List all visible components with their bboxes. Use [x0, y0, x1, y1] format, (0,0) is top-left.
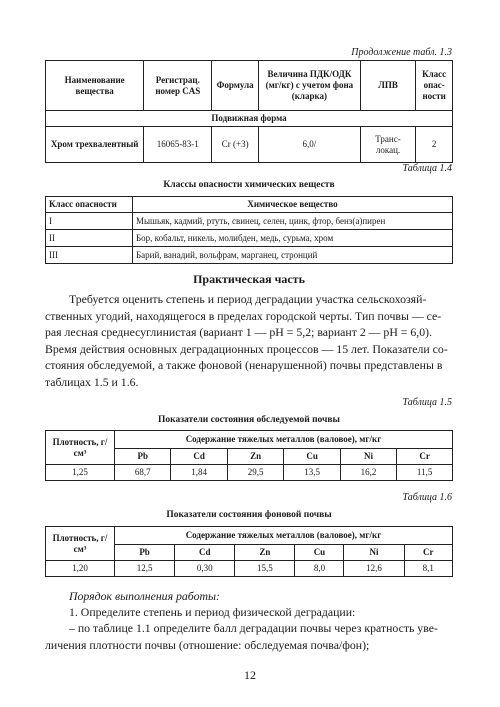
t13-head-name: Наименование вещества	[46, 61, 144, 111]
t16-metal-cu: Cu	[295, 545, 344, 561]
t15-value-cu: 13,5	[284, 465, 340, 481]
t16-metal-cd: Cd	[175, 545, 235, 561]
paragraph-line: стояния обследуемой, а также фоновой (ненарушенной) почвы представлены в	[45, 358, 443, 372]
t15-head-density: Плотность, г/см³	[46, 431, 115, 465]
table-continuation-caption: Продолжение табл. 1.3	[351, 47, 452, 58]
table-1-6	[45, 526, 453, 577]
paragraph-line: личения плотности почвы (отношение: обследуемая почва/фон);	[45, 637, 370, 652]
t15-value-zn: 29,5	[227, 465, 283, 481]
t15-metal-ni: Ni	[340, 449, 396, 465]
t15-metal-cu: Cu	[284, 449, 340, 465]
table-1-6-label: Таблица 1.6	[402, 492, 452, 503]
t16-head-density: Плотность, г/см³	[46, 527, 115, 561]
t13-cell-class: 2	[416, 127, 453, 163]
t16-value-zn: 15,5	[235, 561, 295, 577]
procedure-step-1: 1. Определите степень и период физической деградации:	[69, 605, 356, 619]
t13-head-lpv: ЛПВ	[360, 61, 416, 111]
t13-cell-lpv: Транс-локац.	[360, 127, 416, 163]
paragraph-line: Время действия основных деградационных процессов — 15 лет. Показатели со-	[45, 341, 448, 356]
practical-heading: Практическая часть	[193, 272, 305, 286]
table-1-4-label: Таблица 1.4	[402, 163, 452, 174]
table-1-5-title: Показатели состояния обследуемой почвы	[158, 415, 340, 425]
t14-row-class: II	[46, 230, 133, 247]
table-1-5-label: Таблица 1.5	[402, 397, 452, 408]
t14-row-substances: Мышьяк, кадмий, ртуть, свинец, селен, цинк, фтор, бенз(а)пирен	[133, 213, 453, 230]
t16-metal-pb: Pb	[115, 545, 175, 561]
t16-metal-cr: Cr	[404, 545, 452, 561]
t16-value-ni: 12,6	[344, 561, 404, 577]
t15-value-pb: 68,7	[115, 465, 171, 481]
t15-value-density: 1,25	[46, 465, 115, 481]
table-1-4-title: Классы опасности химических веществ	[163, 180, 335, 190]
table-1-4	[45, 196, 453, 264]
page-number: 12	[244, 668, 256, 682]
procedure-sub-paragraph	[45, 620, 455, 653]
t16-metal-ni: Ni	[344, 545, 404, 561]
procedure-title: Порядок выполнения работы:	[69, 589, 220, 603]
t15-value-cr: 11,5	[397, 465, 453, 481]
table-1-5	[45, 430, 453, 481]
t16-value-cu: 8,0	[295, 561, 344, 577]
t14-row-class: III	[46, 247, 133, 264]
t16-value-cd: 0,30	[175, 561, 235, 577]
t13-cell-name: Хром трехвалентный	[46, 127, 144, 163]
t15-value-ni: 16,2	[340, 465, 396, 481]
t13-head-pdk: Величина ПДК/ОДК (мг/кг) с учетом фона (кларка)	[259, 61, 361, 111]
t16-value-density: 1,20	[46, 561, 115, 577]
paragraph-line: Требуется оценить степень и период деградации участка сельскохозяй-	[69, 292, 427, 306]
t14-row-substances: Бор, кобальт, никель, молибден, медь, сурьма, хром	[133, 230, 453, 247]
t15-value-cd: 1,84	[171, 465, 227, 481]
t13-head-cas: Регистрац. номер CAS	[144, 61, 212, 111]
t15-metal-zn: Zn	[227, 449, 283, 465]
t16-value-cr: 8,1	[404, 561, 452, 577]
t16-head-metals: Содержание тяжелых металлов (валовое), мг/кг	[115, 527, 453, 545]
t16-value-pb: 12,5	[115, 561, 175, 577]
t14-head-class: Класс опасности	[46, 197, 133, 213]
practical-paragraph	[45, 291, 455, 390]
t13-head-formula: Формула	[212, 61, 259, 111]
t13-cell-formula: Cr (+3)	[212, 127, 259, 163]
t15-metal-cd: Cd	[171, 449, 227, 465]
t15-metal-cr: Cr	[397, 449, 453, 465]
t13-cell-cas: 16065-83-1	[144, 127, 212, 163]
t14-head-substance: Химическое вещество	[133, 197, 453, 213]
table-1-6-title: Показатели состояния фоновой почвы	[166, 510, 332, 520]
t13-head-class: Класс опас-ности	[416, 61, 453, 111]
table-1-3	[45, 60, 453, 163]
paragraph-line: ственных угодий, находящегося в пределах городской черты. Тип почвы — се-	[45, 308, 442, 323]
paragraph-line: таблицах 1.5 и 1.6.	[45, 374, 139, 389]
t15-metal-pb: Pb	[115, 449, 171, 465]
paragraph-line: – по таблице 1.1 определите балл деградации почвы через кратность уве-	[69, 621, 438, 635]
t13-cell-pdk: 6,0/	[259, 127, 361, 163]
t15-head-metals: Содержание тяжелых металлов (валовое), мг/кг	[115, 431, 453, 449]
t16-metal-zn: Zn	[235, 545, 295, 561]
t14-row-class: I	[46, 213, 133, 230]
t14-row-substances: Барий, ванадий, вольфрам, марганец, стронций	[133, 247, 453, 264]
t13-section-row: Подвижная форма	[46, 111, 453, 127]
paragraph-line: рая лесная среднесуглинистая (вариант 1 — pH = 5,2; вариант 2 — pH = 6,0).	[45, 325, 433, 339]
